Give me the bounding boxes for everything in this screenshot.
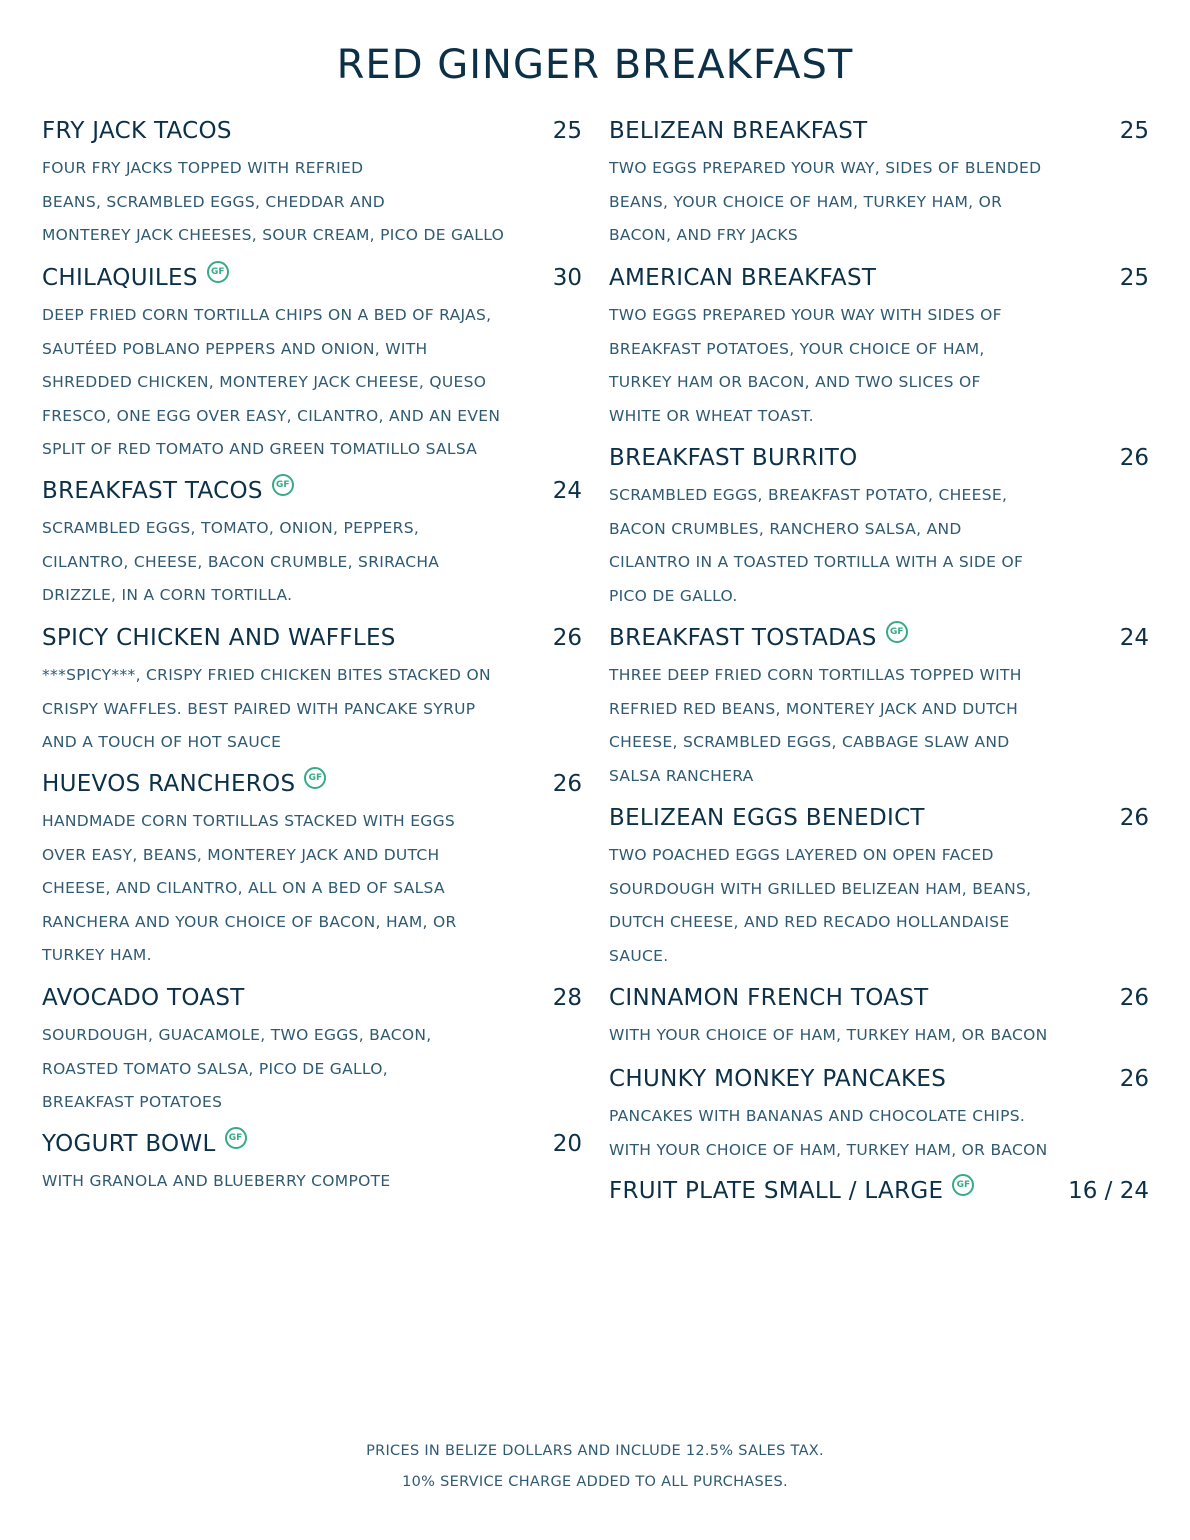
description-line: CHEESE, SCRAMBLED EGGS, CABBAGE SLAW AND xyxy=(609,733,1010,752)
gluten-free-badge-icon: GF xyxy=(272,474,294,496)
description-line: HANDMADE CORN TORTILLAS STACKED WITH EGGS xyxy=(42,812,456,830)
description-line: DUTCH CHEESE, AND RED RECADO HOLLANDAISE xyxy=(609,913,1010,932)
menu-item-name: BREAKFAST BURRITO xyxy=(609,445,858,471)
menu-item xyxy=(609,805,1149,973)
menu-item-price: 30 xyxy=(552,265,582,291)
gluten-free-badge-icon: GF xyxy=(207,261,229,283)
description-line: WITH YOUR CHOICE OF HAM, TURKEY HAM, OR BACON xyxy=(609,1140,1048,1159)
description-line: SHREDDED CHICKEN, MONTEREY JACK CHEESE, QUESO xyxy=(42,373,487,392)
description-line: CILANTRO, CHEESE, BACON CRUMBLE, SRIRACHA xyxy=(42,552,440,571)
menu-item-name: CHILAQUILES xyxy=(42,265,198,291)
menu-item-description xyxy=(609,152,1149,253)
gluten-free-badge-icon: GF xyxy=(225,1127,247,1149)
description-line: CILANTRO IN A TOASTED TORTILLA WITH A SIDE OF xyxy=(609,553,1024,572)
menu-item-description xyxy=(609,1100,1149,1167)
menu-item-name: BELIZEAN BREAKFAST xyxy=(609,118,868,144)
menu-item-price: 24 xyxy=(552,478,582,504)
description-line: CRISPY WAFFLES. BEST PAIRED WITH PANCAKE SYRUP xyxy=(42,699,476,718)
menu-item-description xyxy=(42,659,582,760)
description-line: TWO EGGS PREPARED YOUR WAY WITH SIDES OF xyxy=(609,306,1002,324)
menu-item-name: BELIZEAN EGGS BENEDICT xyxy=(609,805,925,831)
menu-item-description xyxy=(609,299,1149,433)
menu-item xyxy=(42,118,582,253)
description-line: BEANS, YOUR CHOICE OF HAM, TURKEY HAM, OR xyxy=(609,192,1003,211)
menu-item-name: BREAKFAST TOSTADAS xyxy=(609,625,877,651)
menu-item-price: 20 xyxy=(552,1131,582,1157)
menu-item xyxy=(42,771,582,973)
menu-item-price: 25 xyxy=(1119,265,1149,291)
description-line: FRESCO, ONE EGG OVER EASY, CILANTRO, AND AN EVEN xyxy=(42,406,501,425)
menu-item-description xyxy=(42,512,582,613)
description-line: OVER EASY, BEANS, MONTEREY JACK AND DUTCH xyxy=(42,845,440,864)
menu-item xyxy=(42,625,582,760)
description-line: BREAKFAST POTATOES, YOUR CHOICE OF HAM, xyxy=(609,339,985,358)
menu-item xyxy=(42,265,582,467)
menu-item-name: AMERICAN BREAKFAST xyxy=(609,265,877,291)
description-line: RANCHERA AND YOUR CHOICE OF BACON, HAM, OR xyxy=(42,912,457,931)
menu-item-description xyxy=(42,1019,582,1120)
description-line: ***SPICY***, CRISPY FRIED CHICKEN BITES STACKED ON xyxy=(42,666,491,684)
description-line: SAUCE. xyxy=(609,946,669,965)
menu-item-price: 16 / 24 xyxy=(1068,1178,1149,1204)
menu-item-price: 25 xyxy=(552,118,582,144)
description-line: BEANS, SCRAMBLED EGGS, CHEDDAR AND xyxy=(42,192,386,211)
footer-tax-note: PRICES IN BELIZE DOLLARS AND INCLUDE 12.5% SALES TAX. xyxy=(366,1443,824,1459)
menu-item xyxy=(609,1066,1149,1167)
menu-item xyxy=(42,1131,582,1199)
menu-item-name: BREAKFAST TACOS xyxy=(42,478,263,504)
menu-item xyxy=(609,985,1149,1053)
description-line: TWO EGGS PREPARED YOUR WAY, SIDES OF BLENDED xyxy=(609,159,1042,177)
description-line: MONTEREY JACK CHEESES, SOUR CREAM, PICO DE GALLO xyxy=(42,226,505,245)
description-line: WHITE OR WHEAT TOAST. xyxy=(609,406,814,425)
menu-item-name: CHUNKY MONKEY PANCAKES xyxy=(609,1066,947,1092)
menu-item xyxy=(609,118,1149,253)
gluten-free-badge-icon: GF xyxy=(952,1174,974,1196)
description-line: SOURDOUGH WITH GRILLED BELIZEAN HAM, BEANS, xyxy=(609,879,1032,898)
menu-item-name: AVOCADO TOAST xyxy=(42,985,245,1011)
menu-item-description xyxy=(42,1165,582,1199)
menu-item-price: 24 xyxy=(1119,625,1149,651)
menu-item-description xyxy=(609,1019,1149,1053)
description-line: WITH GRANOLA AND BLUEBERRY COMPOTE xyxy=(42,1172,391,1190)
menu-item-name: YOGURT BOWL xyxy=(42,1131,216,1157)
footer-service-note: 10% SERVICE CHARGE ADDED TO ALL PURCHASES. xyxy=(402,1474,788,1490)
menu-item-name: CINNAMON FRENCH TOAST xyxy=(609,985,929,1011)
gluten-free-badge-icon: GF xyxy=(304,767,326,789)
description-line: SOURDOUGH, GUACAMOLE, TWO EGGS, BACON, xyxy=(42,1026,432,1044)
description-line: FOUR FRY JACKS TOPPED WITH REFRIED xyxy=(42,159,364,177)
menu-item-description xyxy=(609,479,1149,613)
description-line: BACON, AND FRY JACKS xyxy=(609,226,799,245)
menu-item-description xyxy=(609,839,1149,973)
description-line: SAUTÉED POBLANO PEPPERS AND ONION, WITH xyxy=(42,339,428,358)
description-line: TWO POACHED EGGS LAYERED ON OPEN FACED xyxy=(609,846,994,864)
menu-item-name: FRY JACK TACOS xyxy=(42,118,232,144)
menu-item xyxy=(42,985,582,1120)
menu-item xyxy=(42,478,582,613)
description-line: CHEESE, AND CILANTRO, ALL ON A BED OF SALSA xyxy=(42,879,445,898)
gluten-free-badge-icon: GF xyxy=(886,621,908,643)
menu-item-description xyxy=(42,805,582,973)
menu-item-name: HUEVOS RANCHEROS xyxy=(42,771,296,797)
menu-item-price: 26 xyxy=(1119,805,1149,831)
description-line: REFRIED RED BEANS, MONTEREY JACK AND DUTCH xyxy=(609,699,1019,718)
menu-item xyxy=(609,625,1149,793)
menu-item-description xyxy=(42,152,582,253)
menu-item-price: 25 xyxy=(1119,118,1149,144)
description-line: THREE DEEP FRIED CORN TORTILLAS TOPPED WITH xyxy=(609,666,1022,684)
menu-item-price: 26 xyxy=(1119,1066,1149,1092)
description-line: TURKEY HAM. xyxy=(42,946,152,965)
description-line: SCRAMBLED EGGS, BREAKFAST POTATO, CHEESE, xyxy=(609,486,1008,504)
page-title: RED GINGER BREAKFAST xyxy=(336,42,854,88)
menu-item-name: FRUIT PLATE SMALL / LARGE xyxy=(609,1178,944,1204)
menu-item-price: 26 xyxy=(1119,985,1149,1011)
description-line: DRIZZLE, IN A CORN TORTILLA. xyxy=(42,586,293,605)
description-line: BREAKFAST POTATOES xyxy=(42,1093,223,1112)
description-line: PANCAKES WITH BANANAS AND CHOCOLATE CHIPS. xyxy=(609,1107,1026,1125)
description-line: WITH YOUR CHOICE OF HAM, TURKEY HAM, OR BACON xyxy=(609,1026,1048,1044)
description-line: SALSA RANCHERA xyxy=(609,766,754,785)
description-line: BACON CRUMBLES, RANCHERO SALSA, AND xyxy=(609,519,962,538)
menu-item-price: 26 xyxy=(1119,445,1149,471)
description-line: DEEP FRIED CORN TORTILLA CHIPS ON A BED OF RAJAS, xyxy=(42,306,492,324)
description-line: ROASTED TOMATO SALSA, PICO DE GALLO, xyxy=(42,1059,389,1078)
description-line: TURKEY HAM OR BACON, AND TWO SLICES OF xyxy=(609,373,981,392)
description-line: SPLIT OF RED TOMATO AND GREEN TOMATILLO SALSA xyxy=(42,440,478,459)
menu-item-price: 26 xyxy=(552,771,582,797)
menu-item xyxy=(609,445,1149,613)
menu-item-description xyxy=(609,659,1149,793)
menu-item-price: 26 xyxy=(552,625,582,651)
description-line: PICO DE GALLO. xyxy=(609,586,738,605)
menu-item-name: SPICY CHICKEN AND WAFFLES xyxy=(42,625,396,651)
menu-item-price: 28 xyxy=(552,985,582,1011)
menu-item-description xyxy=(42,299,582,467)
menu-item xyxy=(609,1178,1149,1212)
description-line: SCRAMBLED EGGS, TOMATO, ONION, PEPPERS, xyxy=(42,519,420,537)
menu-item xyxy=(609,265,1149,433)
description-line: AND A TOUCH OF HOT SAUCE xyxy=(42,733,282,752)
